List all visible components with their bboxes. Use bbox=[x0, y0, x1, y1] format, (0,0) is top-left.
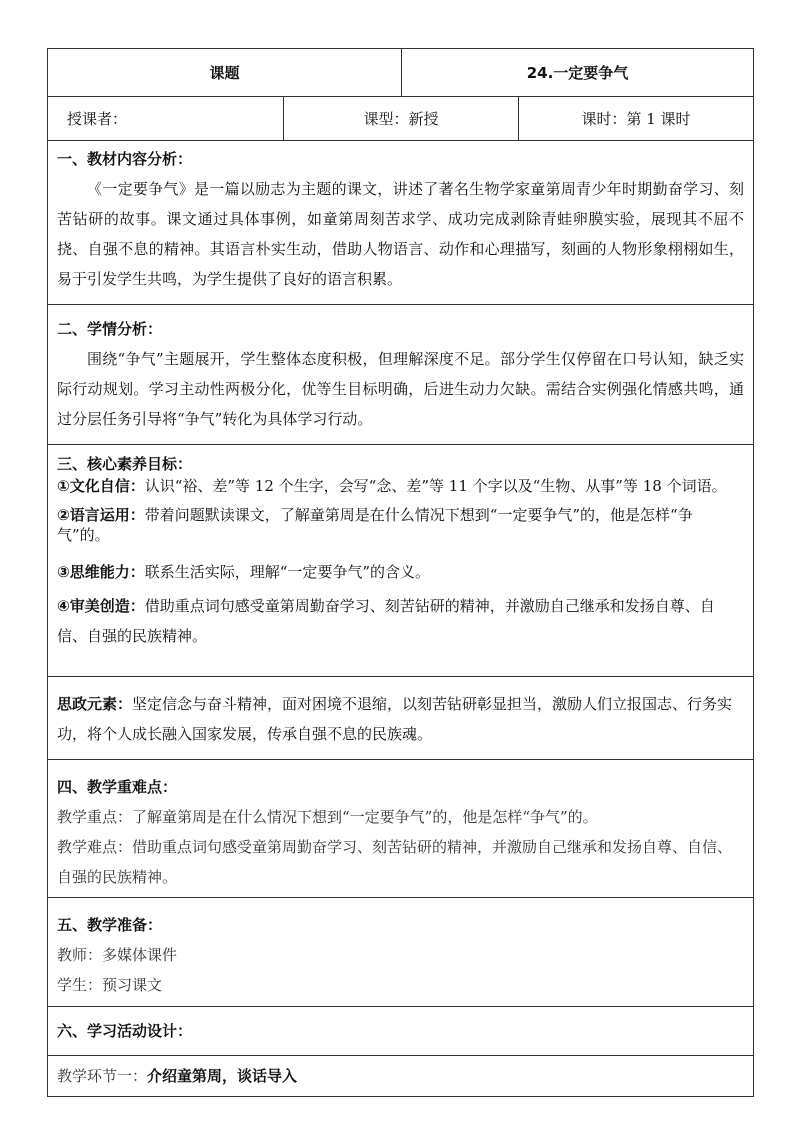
goal-item bbox=[57, 476, 744, 496]
goal-label: ④审美创造： bbox=[57, 597, 145, 615]
lesson-type-cell: 课型：新授 bbox=[284, 97, 519, 141]
section-material-analysis bbox=[48, 141, 754, 305]
student-prep: 学生：预习课文 bbox=[57, 976, 163, 994]
period-cell: 课时：第 1 课时 bbox=[519, 97, 754, 141]
section-key-difficult bbox=[48, 760, 754, 898]
key-point: 教学重点：了解童第周是在什么情况下想到“一定要争气”的，他是怎样“争气”的。 bbox=[57, 808, 598, 826]
teacher-cell: 授课者： bbox=[48, 97, 284, 141]
goal-item bbox=[57, 591, 744, 651]
step-label: 教学环节一： bbox=[57, 1067, 148, 1085]
section-heading: 四、教学重难点： bbox=[57, 778, 178, 796]
goal-text: 带着问题默读课文，了解童第周是在什么情况下想到“一定要争气”的，他是怎样“争气”的。 bbox=[57, 506, 693, 544]
section-heading: 三、核心素养目标： bbox=[57, 455, 193, 473]
goal-label: ①文化自信： bbox=[57, 477, 145, 495]
topic-value-cell: 24.一定要争气 bbox=[402, 49, 754, 97]
goal-text: 联系生活实际，理解“一定要争气”的含义。 bbox=[144, 563, 431, 581]
info-row bbox=[48, 97, 754, 141]
ideology-text: 坚定信念与奋斗精神，面对困境不退缩，以刻苦钻研彰显担当，激励人们立报国志、行务实功，将个人成长融入国家发展，传承自强不息的民族魂。 bbox=[57, 695, 733, 743]
goal-item bbox=[57, 505, 744, 545]
difficult-point: 教学难点：借助重点词句感受童第周勤奋学习、刻苦钻研的精神，并激励自己继承和发扬自尊、自信、自强的民族精神。 bbox=[57, 838, 733, 886]
goal-text: 认识“裕、差”等 12 个生字，会写“念、差”等 11 个字以及“生物、从事”等 18 个词语。 bbox=[144, 477, 727, 495]
section-body: 《一定要争气》是一篇以励志为主题的课文，讲述了著名生物学家童第周青少年时期勤奋学习、刻苦钻研的故事。课文通过具体事例，如童第周刻苦求学、成功完成剥除青蛙卵膜实验，展现其不屈不挠、自强不息的精神。其语言朴实生动，借助人物语言、动作和心理描写，刻画的人物形象栩栩如生，易于引发学生共鸣，为学生提供了良好的语言积累。 bbox=[57, 180, 745, 288]
goal-label: ③思维能力： bbox=[57, 563, 145, 581]
section-student-analysis bbox=[48, 305, 754, 445]
step-paragraph bbox=[57, 1061, 744, 1091]
section-activity-design bbox=[48, 1007, 754, 1056]
topic-label-cell: 课题 bbox=[48, 49, 402, 97]
section-ideology bbox=[48, 677, 754, 760]
lesson-plan-table bbox=[47, 48, 754, 1097]
goal-text: 借助重点词句感受童第周勤奋学习、刻苦钻研的精神，并激励自己继承和发扬自尊、自信、自强的民族精神。 bbox=[57, 597, 715, 645]
goal-label: ②语言运用： bbox=[57, 506, 145, 524]
section-heading: 六、学习活动设计： bbox=[57, 1022, 193, 1040]
section-heading: 二、学情分析： bbox=[57, 320, 163, 338]
ideology-label: 思政元素： bbox=[57, 695, 133, 713]
title-row bbox=[48, 49, 754, 97]
section-preparation bbox=[48, 898, 754, 1007]
section-body: 围绕“争气”主题展开，学生整体态度积极，但理解深度不足。部分学生仅停留在口号认知，缺乏实际行动规划。学习主动性两极分化，优等生目标明确，后进生动力欠缺。需结合实例强化情感共鸣，通过分层任务引导将“争气”转化为具体学习行动。 bbox=[57, 350, 745, 428]
goal-item bbox=[57, 557, 744, 587]
ideology-paragraph bbox=[57, 689, 744, 749]
section-heading: 一、教材内容分析： bbox=[57, 150, 193, 168]
section-heading: 五、教学准备： bbox=[57, 916, 163, 934]
step-title: 介绍童第周，谈话导入 bbox=[147, 1067, 298, 1085]
teacher-prep: 教师：多媒体课件 bbox=[57, 946, 178, 964]
teaching-step-1 bbox=[48, 1056, 754, 1097]
section-core-goals bbox=[48, 445, 754, 677]
